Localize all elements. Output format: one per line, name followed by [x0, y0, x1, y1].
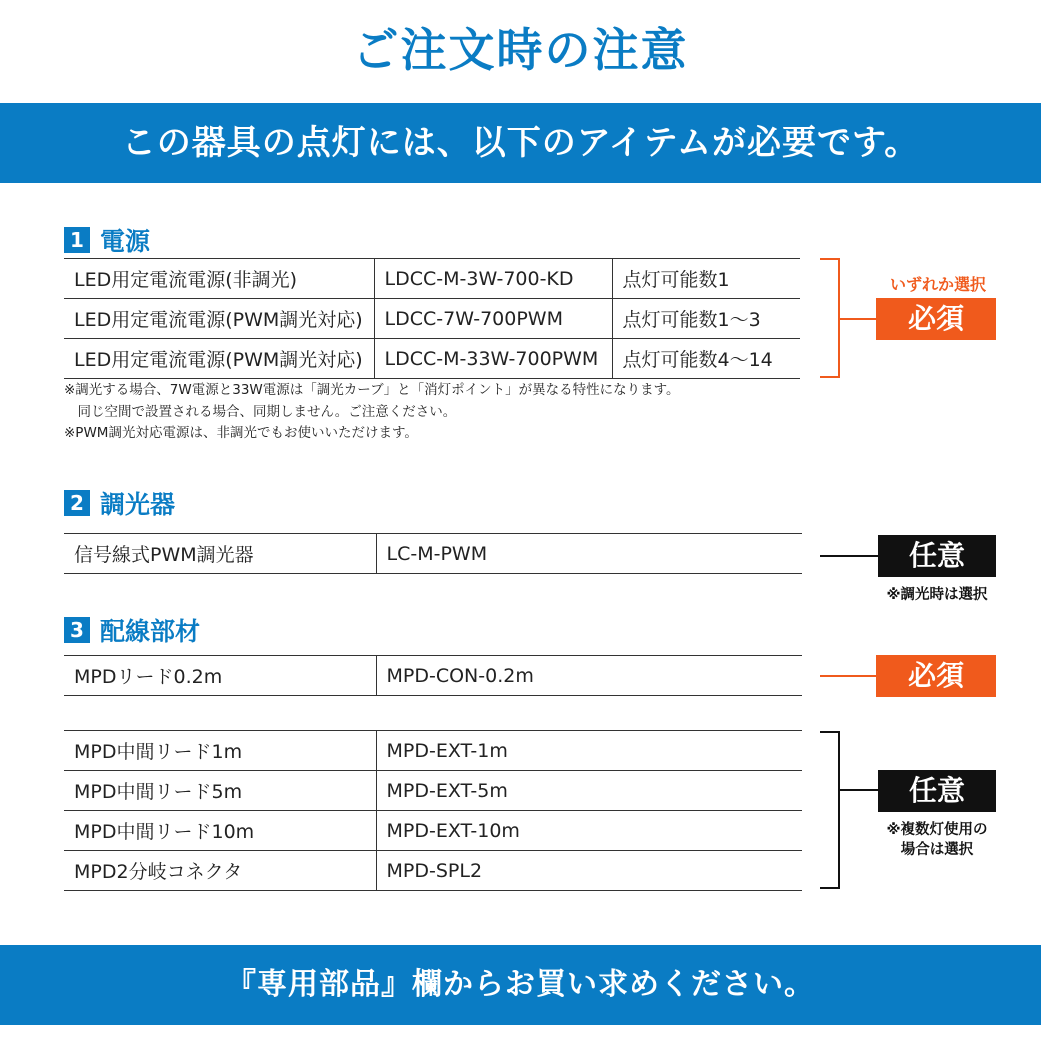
- table-cell: 点灯可能数1: [612, 259, 800, 299]
- table-cell: MPD-SPL2: [376, 851, 802, 891]
- table-cell: MPD-CON-0.2m: [376, 656, 802, 696]
- table-cell: MPD中間リード5m: [64, 771, 376, 811]
- table-row: [64, 259, 800, 299]
- table-cell: LDCC-M-33W-700PWM: [374, 339, 612, 379]
- note-line: 同じ空間で設置される場合、同期しません。ご注意ください。: [64, 403, 457, 420]
- wiring-optional-table: [64, 730, 802, 891]
- top-banner: この器具の点灯には、以下のアイテムが必要です。: [0, 103, 1041, 183]
- table-cell: LED用定電流電源(非調光): [64, 259, 374, 299]
- required-badge: 必須: [876, 298, 996, 340]
- dimmer-table: [64, 533, 802, 574]
- table-cell: LDCC-M-3W-700-KD: [374, 259, 612, 299]
- table-row: [64, 339, 800, 379]
- wiring-required-connector-line: [820, 675, 878, 677]
- dimmer-note: ※調光時は選択: [886, 587, 988, 603]
- table-cell: MPD-EXT-10m: [376, 811, 802, 851]
- section-power-header: [64, 222, 150, 258]
- section-title: 配線部材: [100, 617, 201, 646]
- note-line: ※調光する場合、7W電源と33W電源は「調光カーブ」と「消灯ポイント」が異なる特性になります。: [64, 382, 680, 398]
- table-row: [64, 811, 802, 851]
- table-cell: 信号線式PWM調光器: [64, 534, 376, 574]
- table-cell: MPD中間リード1m: [64, 731, 376, 771]
- section-number: 3: [64, 617, 90, 643]
- note-line: 場合は選択: [900, 842, 974, 858]
- section-wiring-header: [64, 612, 200, 648]
- required-badge: 必須: [876, 655, 996, 697]
- optional-badge: 任意: [878, 770, 996, 812]
- power-connector-line: [840, 318, 876, 320]
- table-row: [64, 771, 802, 811]
- table-cell: LED用定電流電源(PWM調光対応): [64, 339, 374, 379]
- optional-badge: 任意: [878, 535, 996, 577]
- table-cell: MPD中間リード10m: [64, 811, 376, 851]
- choose-one-label: いずれか選択: [889, 275, 986, 294]
- page-title: ご注文時の注意: [352, 23, 689, 77]
- power-notes: [64, 380, 680, 445]
- table-row: [64, 731, 802, 771]
- wiring-optional-note: [866, 820, 1008, 860]
- table-cell: LC-M-PWM: [376, 534, 802, 574]
- table-cell: 点灯可能数4〜14: [612, 339, 800, 379]
- power-supply-table: [64, 258, 800, 379]
- table-row: [64, 851, 802, 891]
- table-cell: 点灯可能数1〜3: [612, 299, 800, 339]
- section-number: 1: [64, 227, 90, 253]
- section-title: 調光器: [100, 490, 176, 519]
- dimmer-connector-line: [820, 555, 878, 557]
- note-line: ※複数灯使用の: [886, 822, 988, 838]
- table-row: [64, 299, 800, 339]
- bottom-banner: 『専用部品』欄からお買い求めください。: [0, 945, 1041, 1025]
- table-cell: MPD-EXT-5m: [376, 771, 802, 811]
- table-cell: MPD-EXT-1m: [376, 731, 802, 771]
- wiring-optional-bracket: [820, 731, 840, 889]
- section-title: 電源: [100, 227, 151, 256]
- table-row: [64, 534, 802, 574]
- table-cell: MPDリード0.2m: [64, 656, 376, 696]
- section-dimmer-header: [64, 485, 175, 521]
- table-cell: MPD2分岐コネクタ: [64, 851, 376, 891]
- table-row: [64, 656, 802, 696]
- power-bracket: [820, 258, 840, 378]
- note-line: ※PWM調光対応電源は、非調光でもお使いいただけます。: [64, 425, 418, 441]
- section-number: 2: [64, 490, 90, 516]
- wiring-required-table: [64, 655, 802, 696]
- table-cell: LDCC-7W-700PWM: [374, 299, 612, 339]
- wiring-optional-connector-line: [840, 789, 878, 791]
- table-cell: LED用定電流電源(PWM調光対応): [64, 299, 374, 339]
